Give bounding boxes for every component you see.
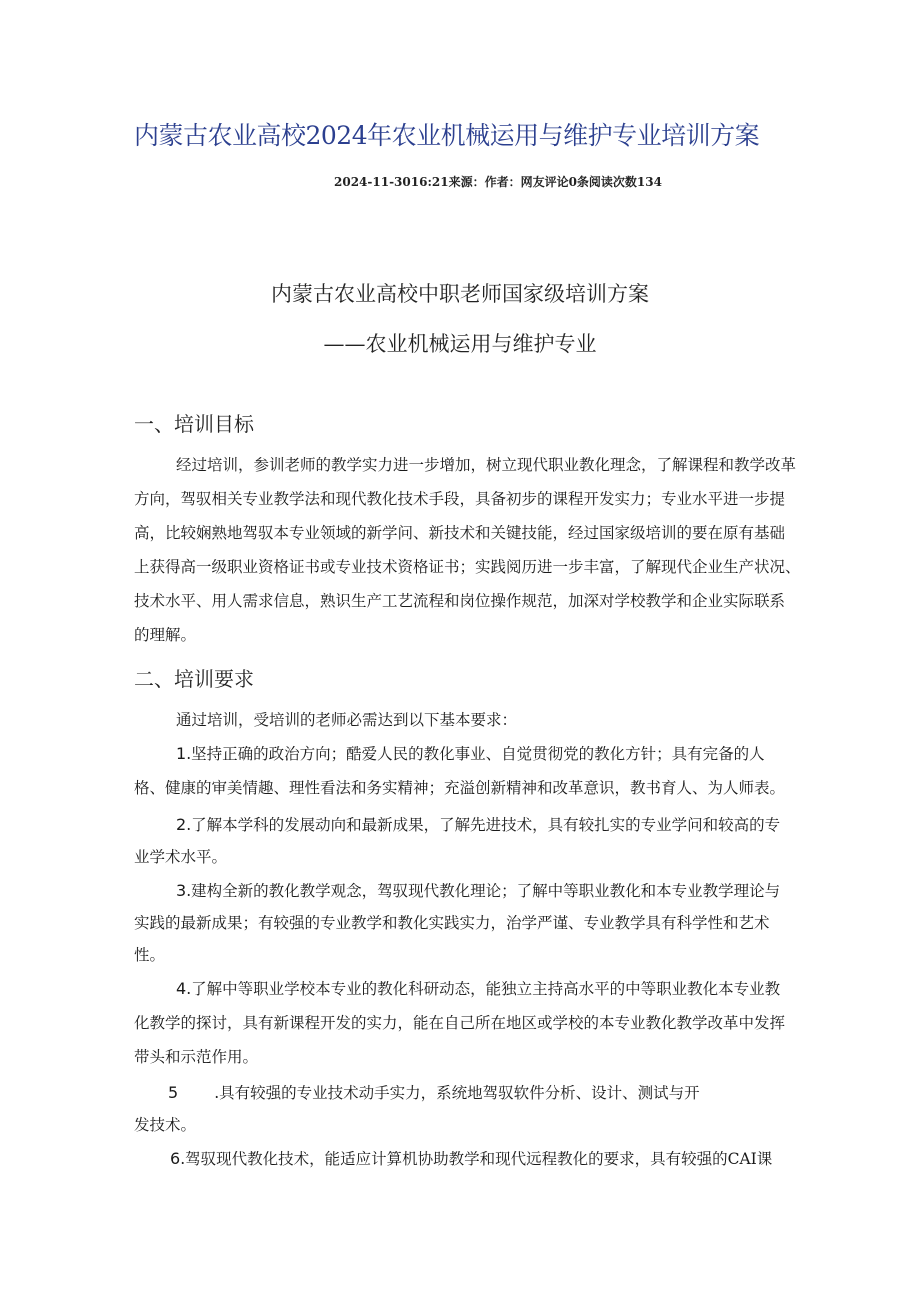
requirement-line: 发技术。 xyxy=(134,1116,197,1134)
section-heading-requirements: 二、培训要求 xyxy=(134,667,254,691)
goal-line: 技术水平、用人需求信息，熟识生产工艺流程和岗位操作规范，加深对学校教学和企业实际联系 xyxy=(134,592,786,610)
article-meta: 2024-11-3016:21来源：作者：网友评论0条阅读次数134 xyxy=(334,175,662,189)
item-number: 1 xyxy=(176,744,187,763)
item-text: .具有较强的专业技术动手实力，系统地驾驭软件分析、设计、测试与开 xyxy=(214,1084,700,1102)
requirement-item-6 xyxy=(170,1147,772,1169)
requirement-line: 实践的最新成果；有较强的专业教学和教化实践实力，治学严谨、专业教学具有科学性和艺术 xyxy=(134,914,770,932)
item-text: .了解本学科的发展动向和最新成果，了解先进技术，具有较扎实的专业学问和较高的专 xyxy=(186,816,781,834)
item-text: .建构全新的教化教学观念，驾驭现代教化理论；了解中等职业教化和本专业教学理论与 xyxy=(186,882,781,900)
item-number: 6 xyxy=(170,1149,181,1168)
requirement-line: 性。 xyxy=(134,946,166,964)
item-text: .驾驭现代教化技术，能适应计算机协助教学和现代远程教化的要求，具有较强的CAI课 xyxy=(180,1150,773,1168)
item-number: 3 xyxy=(176,881,187,900)
document-subtitle: ——农业机械运用与维护专业 xyxy=(323,332,597,356)
goal-line: 上获得高一级职业资格证书或专业技术资格证书；实践阅历进一步丰富，了解现代企业生产状况、 xyxy=(134,558,801,576)
requirement-line: 带头和示范作用。 xyxy=(134,1048,259,1066)
article-title: 内蒙古农业高校2024年农业机械运用与维护专业培训方案 xyxy=(134,121,760,150)
goal-line: 经过培训，参训老师的教学实力进一步增加，树立现代职业教化理念，了解课程和教学改革 xyxy=(176,456,797,474)
item-number: 5 xyxy=(168,1083,179,1102)
item-text: .坚持正确的政治方向；酷爱人民的教化事业、自觉贯彻党的教化方针；具有完备的人 xyxy=(186,745,765,763)
item-number: 2 xyxy=(176,815,187,834)
requirement-item-4 xyxy=(176,977,780,999)
item-text: .了解中等职业学校本专业的教化科研动态，能独立主持高水平的中等职业教化本专业教 xyxy=(186,980,781,998)
section-heading-goal: 一、培训目标 xyxy=(134,412,254,436)
requirement-line: 化教学的探讨，具有新课程开发的实力，能在自己所在地区或学校的本专业教化教学改革中发挥 xyxy=(134,1014,786,1032)
goal-line: 的理解。 xyxy=(134,626,197,644)
requirement-item-1 xyxy=(176,742,765,764)
requirement-item-2 xyxy=(176,813,780,835)
goal-line: 高，比较娴熟地驾驭本专业领域的新学问、新技术和关键技能，经过国家级培训的要在原有基础 xyxy=(134,524,786,542)
item-number: 4 xyxy=(176,979,187,998)
goal-line: 方向，驾驭相关专业教学法和现代教化技术手段，具备初步的课程开发实力；专业水平进一步提 xyxy=(134,490,786,508)
requirement-line: 业学术水平。 xyxy=(134,848,228,866)
requirement-line: 格、健康的审美情趣、理性看法和务实精神；充溢创新精神和改革意识，教书育人、为人师表。 xyxy=(134,779,786,797)
document-title: 内蒙古农业高校中职老师国家级培训方案 xyxy=(271,282,649,306)
requirements-intro: 通过培训，受培训的老师必需达到以下基本要求： xyxy=(176,711,518,729)
requirement-item-5 xyxy=(168,1081,700,1103)
requirement-item-3 xyxy=(176,879,780,901)
